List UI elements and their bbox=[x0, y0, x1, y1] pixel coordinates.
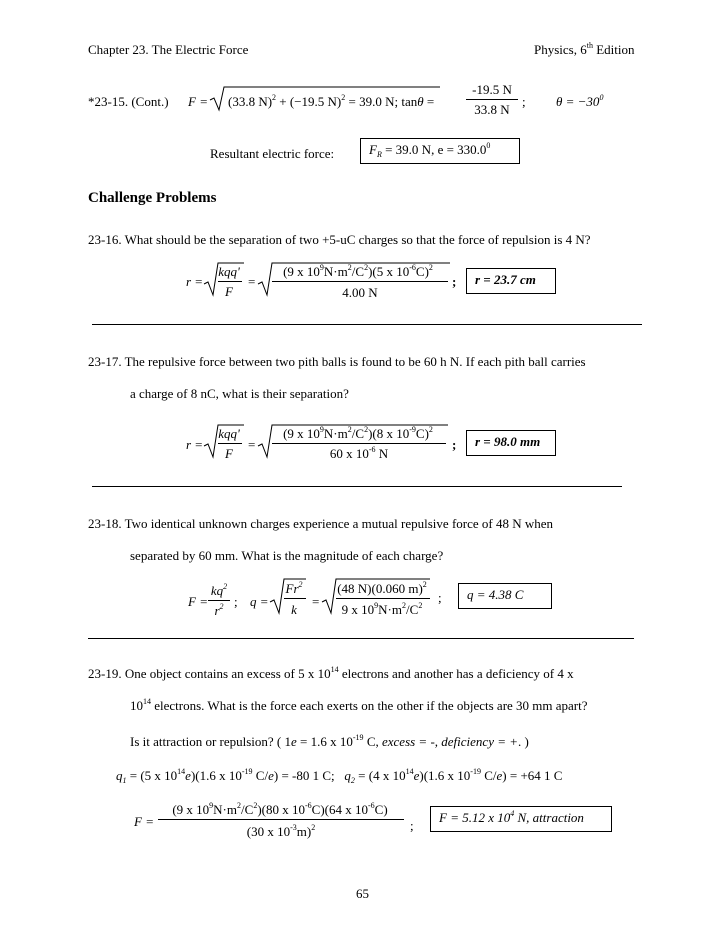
fraction-bar bbox=[272, 281, 448, 282]
numerator-expression: (48 N)(0.060 m)$^2$ bbox=[337, 580, 427, 596]
semicolon: ; bbox=[522, 94, 526, 109]
r2-denominator: $r^2$ bbox=[214, 602, 224, 618]
semicolon: ; bbox=[452, 437, 457, 452]
force-magnitude-formula: (33.8 N)$^2$ + (−19.5 N)$^2$ = 39.0 N; tanθ = bbox=[228, 93, 435, 109]
divider bbox=[92, 324, 642, 325]
resultant-answer-box: $F_R = 39.0$ N, $e = 330.0^0$ bbox=[360, 138, 520, 164]
equals-sign: = bbox=[248, 437, 256, 452]
problem-23-18-question-line2: separated by 60 mm. What is the magnitude of each charge? bbox=[130, 548, 444, 563]
theta-value: $\theta = -30^0$ bbox=[556, 93, 604, 109]
problem-23-15-label: *23-15. (Cont.) bbox=[88, 94, 169, 109]
numerator-expression: (9 x $10^9N\cdot m^2/C^2)(8$ x $10^{-9}C)^2$ bbox=[283, 425, 433, 441]
kqq-numerator: kqq' bbox=[218, 426, 240, 441]
running-header-right: Physics, 6th Edition bbox=[534, 41, 635, 57]
answer-box-23-16: r = 23.7 cm bbox=[466, 268, 556, 294]
problem-23-19-question-line3: Is it attraction or repulsion? ( 1e = 1.6 x $10^{-19}$ C, excess = -, deficiency = +. ) bbox=[130, 733, 529, 749]
charges-line: $q_1 = (5$ x $10^{14}e)(1.6$ x $10^{-19}$ C/e) = -80 1 C; $q_2 = (4$ x $10^{14}e)(1.6$ x $10^{-19}$ C/e) = +64 1 C bbox=[116, 767, 563, 785]
r-lhs: r = bbox=[186, 274, 204, 289]
force-lhs: F = bbox=[188, 94, 208, 109]
denominator-expression: 60 x $10^{-6}$ N bbox=[329, 445, 389, 461]
numerator-expression: (9 x $10^9N\cdot m^2/C^2)(80$ x $10^{-6}C)(64$ x $10^{-6}C$) bbox=[172, 801, 388, 817]
f-denominator: F bbox=[225, 284, 233, 299]
page-number: 65 bbox=[356, 886, 369, 901]
problem-23-19-question-line2: $10^{14}$ electrons. What is the force each exerts on the other if the objects are 30 mm apart? bbox=[130, 697, 588, 713]
f-lhs: F = bbox=[188, 594, 208, 609]
numerator-expression: (9 x $10^9N\cdot m^2/C^2)(5$ x $10^{-6}C)^2$ bbox=[283, 263, 433, 279]
denominator-expression: 9 x $10^9N\cdot m^2/C^2$ bbox=[341, 601, 423, 617]
kq2-numerator: $kq^2$ bbox=[210, 582, 228, 598]
semicolon: ; bbox=[410, 818, 414, 833]
problem-23-16-question: 23-16. What should be the separation of two +5-uC charges so that the force of repulsion is 4 N? bbox=[88, 232, 591, 247]
q-lhs: q = bbox=[250, 594, 269, 609]
fraction-bar bbox=[158, 819, 404, 820]
answer-box-23-18: q = 4.38 C bbox=[458, 583, 552, 609]
tan-numerator: -19.5 N bbox=[472, 82, 512, 97]
sqrt-icon bbox=[210, 86, 230, 112]
semicolon: ; bbox=[234, 594, 238, 609]
tan-denominator: 33.8 N bbox=[474, 102, 510, 117]
fraction-bar bbox=[208, 600, 230, 601]
fr2-numerator: Fr$^2$ bbox=[285, 580, 303, 596]
equals-sign: = bbox=[248, 274, 256, 289]
problem-23-18-question-line1: 23-18. Two identical unknown charges experience a mutual repulsive force of 48 N when bbox=[88, 516, 554, 531]
denominator-expression: (30 x $10^{-3}m)^2$ bbox=[246, 823, 316, 839]
fraction-bar bbox=[336, 598, 430, 599]
problem-23-19-question-line1: 23-19. One object contains an excess of 5 x $10^{14}$ electrons and another has a deficiency of 4 x bbox=[88, 665, 574, 681]
semicolon: ; bbox=[452, 274, 457, 289]
resultant-label: Resultant electric force: bbox=[210, 146, 335, 161]
divider bbox=[92, 486, 622, 487]
answer-box-23-19: F = 5.12 x $10^4$ N, attraction bbox=[430, 806, 612, 832]
problem-23-17-question-line1: 23-17. The repulsive force between two pith balls is found to be 60 h N. If each pith ball carries bbox=[88, 354, 586, 369]
f-denominator: F bbox=[225, 446, 233, 461]
divider bbox=[88, 638, 634, 639]
fraction-bar bbox=[272, 443, 446, 444]
r-lhs: r = bbox=[186, 437, 204, 452]
equals-sign: = bbox=[312, 594, 320, 609]
answer-box-23-17: r = 98.0 mm bbox=[466, 430, 556, 456]
section-title: Challenge Problems bbox=[88, 190, 217, 206]
semicolon: ; bbox=[438, 590, 442, 605]
fraction-bar bbox=[218, 443, 242, 444]
kqq-numerator: kqq' bbox=[218, 264, 240, 279]
running-header-left: Chapter 23. The Electric Force bbox=[88, 42, 249, 57]
denominator-expression: 4.00 N bbox=[342, 285, 378, 300]
fraction-bar bbox=[284, 598, 306, 599]
f-lhs: F = bbox=[134, 814, 154, 829]
fraction-bar bbox=[218, 281, 242, 282]
fraction-bar bbox=[466, 99, 518, 100]
k-denominator: k bbox=[291, 602, 297, 617]
problem-23-17-question-line2: a charge of 8 nC, what is their separation? bbox=[130, 386, 349, 401]
